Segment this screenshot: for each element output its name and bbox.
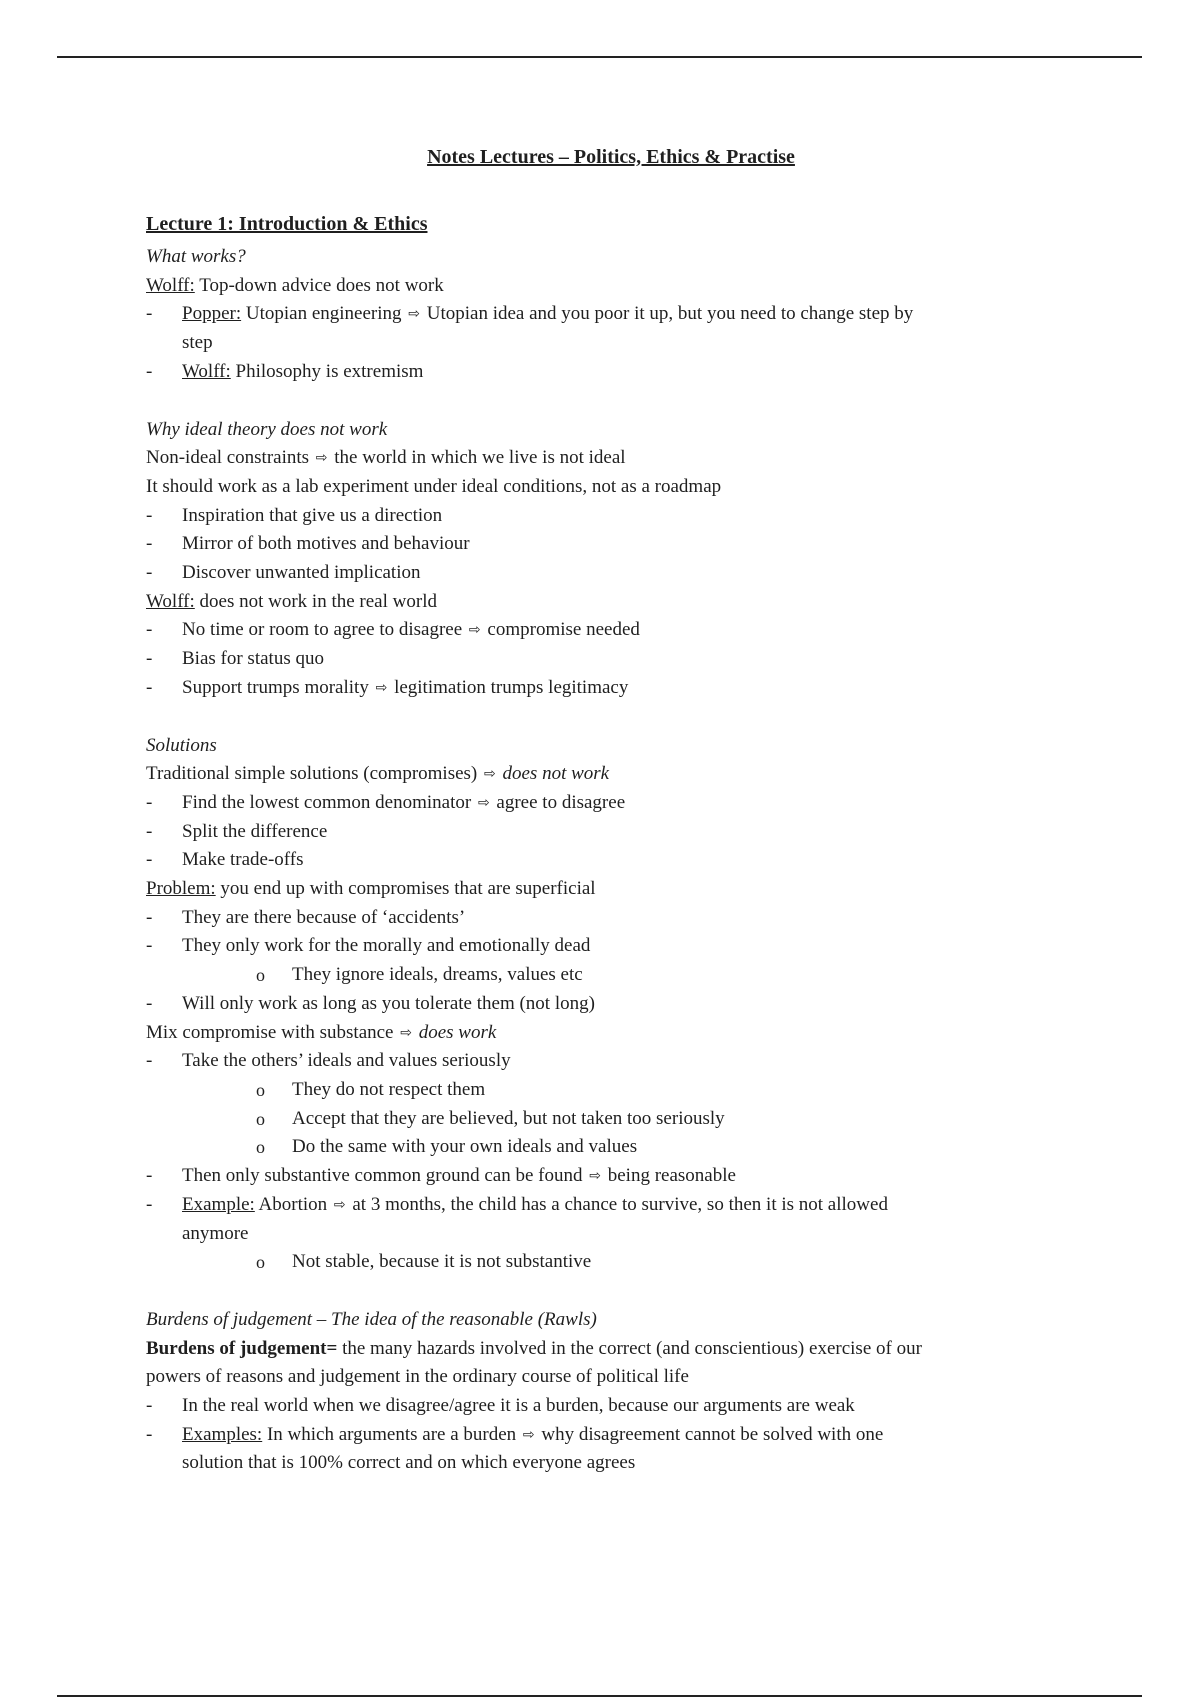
note-text: at 3 months, the child has a chance to survive, so then it is not allowed [347,1193,888,1215]
note-text: In which arguments are a burden [262,1423,521,1445]
note-text: Philosophy is extremism [230,360,424,382]
arrow-icon: ⇨ [522,1426,535,1443]
note-text: you end up with compromises that are superficial [215,878,596,900]
arrow-icon: ⇨ [315,450,328,467]
lecture-title: Lecture 1: Introduction & Ethics [146,213,428,235]
speaker-label: Examples: [182,1423,263,1445]
speaker-label: Wolff: [146,590,195,612]
bullet-item: - Discover unwanted implication [146,559,1076,588]
bullet-item: - Make trade-offs [146,846,1076,875]
bullet-item [146,300,1076,357]
sub-bullet-item: o They do not respect them [146,1076,1076,1105]
arrow-icon: ⇨ [408,306,420,323]
document-title: Notes Lectures – Politics, Ethics & Practise [427,146,795,168]
section-heading-burdens: Burdens of judgement – The idea of the reasonable (Rawls) [146,1308,597,1330]
note-text: Then only substantive common ground can be found [182,1165,588,1187]
section-heading-solutions: Solutions [146,734,217,756]
note-text: legitimation trumps legitimacy [389,676,629,698]
note-line [146,760,1076,789]
note-text: why disagreement cannot be solved with one [536,1423,884,1445]
arrow-icon: ⇨ [333,1196,346,1213]
speaker-label: Wolff: [182,360,231,382]
speaker-label: Problem: [146,878,216,900]
note-text: Abortion [254,1193,332,1215]
note-text: Support trumps morality [182,676,374,698]
note-text: Utopian idea and you poor it up, but you need to change step by [422,303,914,325]
bullet-item: - They are there because of ‘accidents’ [146,904,1076,933]
bullet-item [146,1421,1076,1478]
note-text: does not work [497,763,610,785]
arrow-icon: ⇨ [468,622,481,639]
arrow-icon: ⇨ [400,1024,412,1041]
bullet-item: - Inspiration that give us a direction [146,502,1076,531]
speaker-label: Wolff: [146,274,195,296]
note-text: being reasonable [603,1165,736,1187]
note-text: compromise needed [482,619,640,641]
note-line [146,272,1076,301]
note-line [146,1335,1076,1392]
bullet-item: - Will only work as long as you tolerate them (not long) [146,990,1076,1019]
note-line [146,444,1076,473]
note-text: the many hazards involved in the correct (and conscientious) exercise of our [337,1337,922,1359]
bullet-item [146,1191,1076,1248]
note-text: agree to disagree [491,791,626,813]
note-text: does work [413,1021,497,1043]
bullet-item: - Bias for status quo [146,645,1076,674]
bullet-item [146,358,1076,387]
note-text: anymore [182,1222,249,1244]
note-text: Utopian engineering [241,303,407,325]
bottom-rule [57,1695,1142,1697]
sub-bullet-item: o Accept that they are believed, but not taken too seriously [146,1105,1076,1134]
bullet-item: - Split the difference [146,818,1076,847]
arrow-icon: ⇨ [484,766,496,783]
note-text: Top-down advice does not work [194,274,444,296]
speaker-label: Popper: [182,303,242,325]
sub-bullet-item: o Not stable, because it is not substantive [146,1248,1076,1277]
arrow-icon: ⇨ [589,1168,601,1185]
sub-bullet-item: o Do the same with your own ideals and values [146,1133,1076,1162]
sub-bullet-item: o They ignore ideals, dreams, values etc [146,961,1076,990]
bullet-item: - Mirror of both motives and behaviour [146,530,1076,559]
bullet-item: - Take the others’ ideals and values seriously [146,1047,1076,1076]
section-heading-ideal-theory: Why ideal theory does not work [146,418,388,440]
section-heading-what-works: What works? [146,246,246,267]
note-line [146,588,1076,617]
bullet-item [146,789,1076,818]
bullet-item [146,616,1076,645]
note-text: No time or room to agree to disagree [182,619,467,641]
bullet-item [146,674,1076,703]
term-label: Burdens of judgement= [146,1337,338,1359]
note-text: Find the lowest common denominator [182,791,476,813]
note-line [146,875,1076,904]
document-page [146,142,1076,1478]
note-text: powers of reasons and judgement in the ordinary course of political life [146,1366,689,1388]
note-text: Traditional simple solutions (compromises) [146,763,483,785]
bullet-item [146,1162,1076,1191]
note-text: solution that is 100% correct and on which everyone agrees [182,1452,636,1474]
speaker-label: Example: [182,1193,255,1215]
note-text: the world in which we live is not ideal [329,447,626,469]
bullet-item: - They only work for the morally and emotionally dead [146,932,1076,961]
note-text: Mix compromise with substance [146,1021,399,1043]
arrow-icon: ⇨ [375,679,388,696]
note-line: It should work as a lab experiment under ideal conditions, not as a roadmap [146,475,722,497]
note-text: step [182,332,213,354]
arrow-icon: ⇨ [477,794,490,811]
note-text: Non-ideal constraints [146,447,314,469]
bullet-item: - In the real world when we disagree/agree it is a burden, because our arguments are weak [146,1392,1076,1421]
top-rule [57,56,1142,58]
note-line [146,1019,1076,1048]
note-text: does not work in the real world [194,590,437,612]
